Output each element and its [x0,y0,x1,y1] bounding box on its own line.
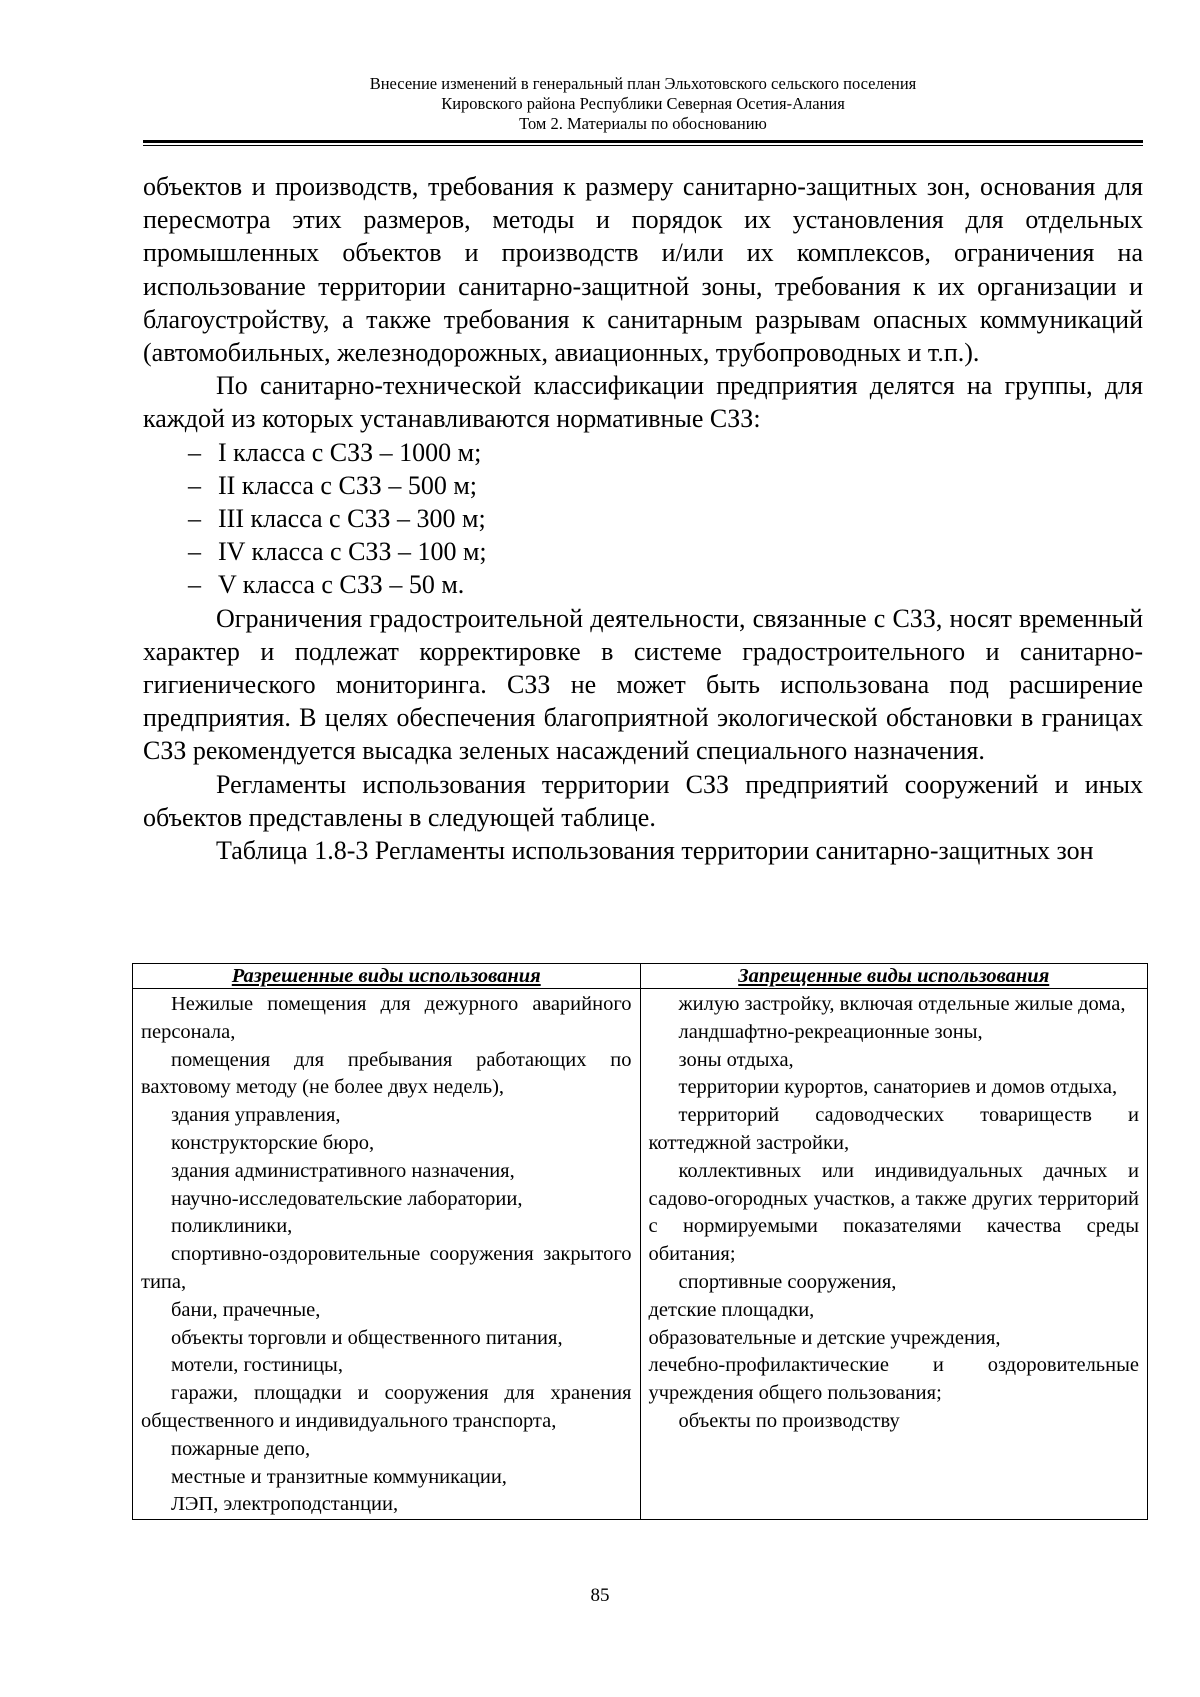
paragraph-1: объектов и производств, требования к размеру санитарно-защитных зон, основания для пересмотра этих размеров, методы и порядок их установления для отдельных промышленных объектов и производств и/или их комплексов, ограничения на использование территории санитарно-защитной зоны, требования к их организации и благоустройству, а также требования к санитарным разрывам опасных коммуникаций (автомобильных, железнодорожных, авиационных, трубопроводных и т.п.). [143,172,1143,368]
allowed-cell [133,989,641,1520]
list-item: территорий садоводческих товариществ и коттеджной застройки, [648,1104,1139,1154]
list-item: – III класса с СЗЗ – 300 м; [143,502,1143,535]
table-row [133,989,1148,1520]
list-item: жилую застройку, включая отдельные жилые дома, [678,993,1126,1015]
list-item: – I класса с СЗЗ – 1000 м; [143,436,1143,469]
list-item: спортивно-оздоровительные сооружения закрытого типа, [141,1243,632,1293]
paragraph-4: Регламенты использования территории СЗЗ предприятий сооружений и иных объектов представлены в следующей таблице. [143,769,1143,832]
list-item: Нежилые помещения для дежурного аварийного персонала, [141,993,632,1043]
list-item: пожарные депо, [171,1437,311,1460]
list-item: ЛЭП, электроподстанции, [171,1493,399,1516]
table-caption: Таблица 1.8-3 Регламенты использования территории санитарно-защитных зон [216,836,1094,866]
list-item: ландшафтно-рекреационные зоны, [678,1020,983,1043]
list-item: территории курортов, санаториев и домов отдыха, [678,1076,1118,1099]
page-header [143,74,1143,134]
list-item: зоны отдыха, [678,1048,794,1071]
dash-bullet: – [188,504,201,534]
list-item: – IV класса с СЗЗ – 100 м; [143,535,1143,568]
regulations-table [132,963,1148,1520]
header-forbidden: Запрещенные виды использования [640,964,1148,989]
dash-bullet: – [188,437,201,467]
header-line-3: Том 2. Материалы по обоснованию [519,114,767,133]
list-item: помещения для пребывания работающих по вахтовому методу (не более двух недель), [141,1048,632,1099]
list-item: гаражи, площадки и сооружения для хранения общественного и индивидуального транспорта, [141,1382,632,1432]
list-item: коллективных или индивидуальных дачных и садово-огородных участков, а также других территорий с нормируемыми показателями качества среды обитания; [648,1159,1139,1266]
paragraph-3: Ограничения градостроительной деятельности, связанные с СЗЗ, носят временный характер и подлежат корректировке в системе градостроительного и санитарно-гигиенического мониторинга. СЗЗ не может быть использована под расширение предприятия. В целях обеспечения благоприятной экологической обстановки в границах СЗЗ рекомендуется высадка зеленых насаждений специального назначения. [143,603,1143,766]
list-item: бани, прачечные, [171,1298,321,1321]
list-item: объекты торговли и общественного питания, [171,1326,563,1349]
forbidden-cell [640,989,1148,1520]
dash-bullet: – [188,570,201,600]
header-allowed: Разрешенные виды использования [133,964,641,989]
list-item: – II класса с СЗЗ – 500 м; [143,469,1143,502]
list-item: – V класса с СЗЗ – 50 м. [143,568,1143,601]
header-divider [143,140,1143,146]
list-item: поликлиники, [171,1215,293,1238]
body-text [143,170,1143,867]
page-number: 85 [590,1585,610,1606]
table-header-row [133,964,1148,989]
header-line-2: Кировского района Республики Северная Осетия-Алания [441,94,845,113]
paragraph-2: По санитарно-технической классификации предприятия делятся на группы, для каждой из которых устанавливаются нормативные СЗЗ: [143,371,1143,434]
list-item: здания управления, [171,1104,341,1127]
class-list [143,436,1143,602]
list-item: научно-исследовательские лаборатории, [171,1187,523,1210]
list-item: мотели, гостиницы, [171,1354,343,1377]
list-item: конструкторские бюро, [171,1131,375,1154]
dash-bullet: – [188,470,201,500]
dash-bullet: – [188,537,201,567]
list-item: лечебно-профилактические и оздоровительные учреждения общего пользования; [648,1354,1139,1405]
list-item: здания административного назначения, [171,1159,515,1182]
list-item: детские площадки, [648,1298,815,1321]
list-item: образовательные и детские учреждения, [648,1326,1001,1349]
list-item: спортивные сооружения, [678,1270,897,1293]
header-line-1: Внесение изменений в генеральный план Эльхотовского сельского поселения [369,74,917,93]
list-item: объекты по производству [678,1409,900,1432]
list-item: местные и транзитные коммуникации, [171,1465,507,1488]
